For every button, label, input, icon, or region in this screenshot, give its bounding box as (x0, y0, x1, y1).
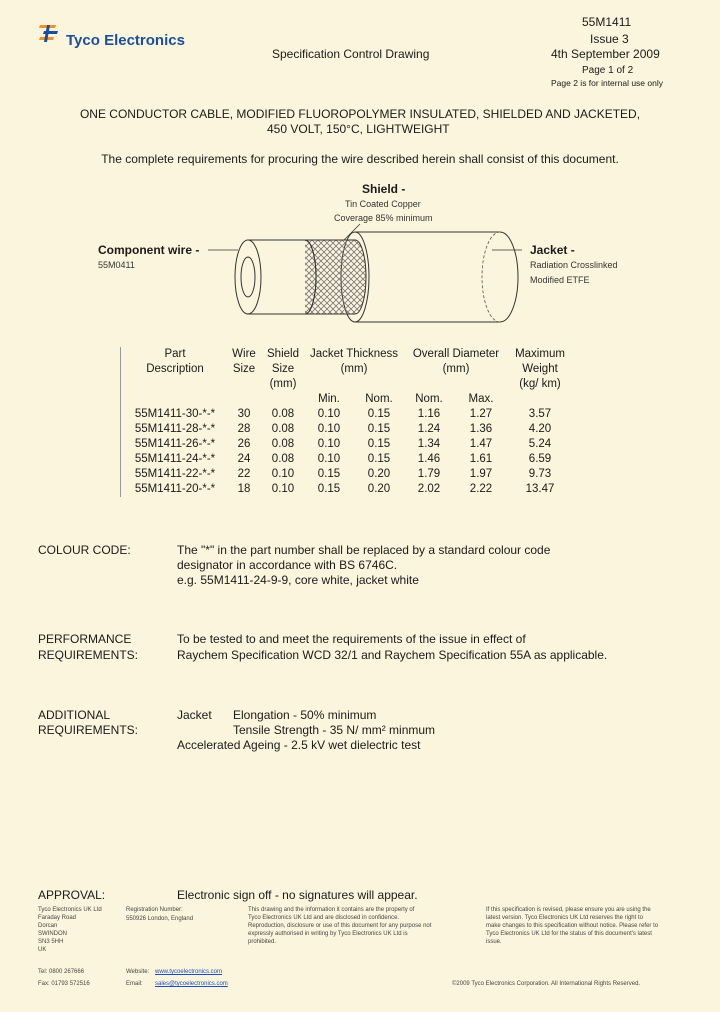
table-cell: 0.15 (367, 423, 391, 435)
additional-label1: ADDITIONAL (38, 708, 111, 722)
doc-title-line2: 450 VOLT, 150°C, LIGHTWEIGHT (267, 122, 450, 136)
table-cell: 1.46 (417, 453, 441, 465)
table-cell: 6.59 (528, 453, 552, 465)
performance-label2: REQUIREMENTS: (38, 648, 139, 662)
footer-reg2: 550926 London, England (126, 916, 194, 922)
col-nom: Nom. (365, 393, 393, 405)
col-min: Min. (318, 393, 340, 405)
table-row (124, 452, 572, 467)
page-number: Page 1 of 2 (582, 65, 634, 76)
performance-label1: PERFORMANCE (38, 632, 132, 646)
table-cell: 4.20 (528, 423, 552, 435)
company-name: Tyco Electronics (66, 32, 185, 49)
table-cell: 0.10 (271, 468, 295, 480)
table-cell: 26 (237, 438, 251, 450)
footer-tel: Tel: 0800 267666 (38, 969, 85, 975)
col-part-header2: Description (146, 363, 204, 375)
table-cell: 0.15 (317, 483, 341, 495)
performance-line2: Raychem Specification WCD 32/1 and Raychem Specification 55A as applicable. (177, 648, 608, 662)
additional-jacket: Jacket (177, 708, 212, 722)
col-wire-header2: Size (232, 363, 256, 375)
footer-email-label: Email: (126, 981, 143, 987)
table-cell: 28 (237, 423, 251, 435)
table-cell: 0.15 (367, 438, 391, 450)
footer-revision-note: If this specification is revised, please ensure you are using the latest version. Tyco Electronics UK Ltd reserves the right to make changes to this specification without notice. Please refer to Tyco Electronics UK Ltd for the status of this document's latest issue. (486, 907, 659, 945)
col-shield-header3: (mm) (269, 378, 297, 390)
col-shield-header: Shield (267, 348, 299, 360)
table-cell: 0.08 (271, 408, 295, 420)
col-jacket-header: Jacket Thickness (310, 348, 398, 360)
table-cell: 9.73 (528, 468, 552, 480)
intro-text: The complete requirements for procuring the wire described herein shall consist of this document. (101, 152, 619, 166)
doc-number: 55M1411 (582, 15, 632, 29)
table-cell: 1.36 (469, 423, 493, 435)
col-weight-header3: (kg/ km) (519, 378, 561, 390)
col-weight-header: Maximum (515, 348, 565, 360)
footer-email-link[interactable]: sales@tycoelectronics.com (155, 981, 228, 987)
doc-title-line1: ONE CONDUCTOR CABLE, MODIFIED FLUOROPOLYMER INSULATED, SHIELDED AND JACKETED, (79, 107, 641, 121)
table-cell: 0.10 (317, 408, 341, 420)
table-cell: 0.15 (317, 468, 341, 480)
colour-code-line3: e.g. 55M1411-24-9-9, core white, jacket white (177, 573, 419, 587)
jacket-label: Jacket - (530, 243, 575, 257)
col-max: Max. (468, 393, 494, 405)
footer-reg1: Registration Number: (126, 907, 183, 913)
footer-copyright: ©2009 Tyco Electronics Corporation. All International Rights Reserved. (452, 981, 641, 987)
colour-code-line1: The "*" in the part number shall be replaced by a standard colour code (177, 543, 551, 557)
table-row (124, 422, 572, 437)
shield-desc2: Coverage 85% minimum (334, 213, 433, 223)
footer-website-link[interactable]: www.tycoelectronics.com (155, 969, 223, 975)
footer-website-label: Website: (126, 969, 150, 975)
table-cell: 0.15 (367, 453, 391, 465)
table-cell: 2.02 (417, 483, 441, 495)
col-part-header: Part (164, 348, 186, 360)
table-cell: 1.47 (469, 438, 493, 450)
table-header-row2 (124, 362, 572, 377)
cable-diagram (0, 180, 720, 330)
table-cell: 55M1411-22-*-* (134, 468, 216, 480)
table-cell: 0.10 (317, 453, 341, 465)
colour-code-label: COLOUR CODE: (38, 543, 131, 557)
doc-type: Specification Control Drawing (272, 47, 430, 61)
table-header-row3 (124, 377, 572, 392)
table-cell: 1.24 (417, 423, 441, 435)
table-cell: 0.15 (367, 408, 391, 420)
table-cell: 1.79 (417, 468, 441, 480)
shield-label: Shield - (362, 182, 406, 196)
table-row (124, 482, 572, 497)
table-cell: 1.34 (417, 438, 441, 450)
table-cell: 1.16 (417, 408, 441, 420)
additional-ageing: Accelerated Ageing - 2.5 kV wet dielectric test (177, 738, 421, 752)
table-cell: 0.08 (271, 423, 295, 435)
jacket-desc2: Modified ETFE (530, 275, 590, 285)
issue-date: 4th September 2009 (551, 47, 660, 61)
table-row (124, 407, 572, 422)
footer-fax: Fax: 01793 572516 (38, 981, 90, 987)
performance-line1: To be tested to and meet the requirements of the issue in effect of (177, 632, 526, 646)
table-cell: 30 (237, 408, 251, 420)
table-cell: 55M1411-26-*-* (134, 438, 216, 450)
approval-label: APPROVAL: (38, 888, 106, 902)
table-cell: 0.20 (367, 483, 391, 495)
table-cell: 55M1411-28-*-* (134, 423, 216, 435)
col-shield-header2: Size (271, 363, 295, 375)
table-cell: 0.10 (317, 438, 341, 450)
table-cell: 55M1411-30-*-* (134, 408, 216, 420)
col-overall-header2: (mm) (442, 363, 470, 375)
shield-desc1: Tin Coated Copper (345, 199, 421, 209)
table-cell: 0.08 (271, 453, 295, 465)
approval-text: Electronic sign off - no signatures will appear. (177, 888, 418, 902)
table-cell: 5.24 (528, 438, 552, 450)
table-cell: 18 (237, 483, 251, 495)
table-divider (120, 347, 121, 497)
table-cell: 55M1411-24-*-* (134, 453, 216, 465)
colour-code-line2: designator in accordance with BS 6746C. (177, 558, 398, 572)
issue: Issue 3 (590, 32, 629, 46)
component-label: Component wire - (98, 243, 200, 257)
table-cell: 2.22 (469, 483, 493, 495)
spec-table (124, 347, 572, 497)
col-weight-header2: Weight (522, 363, 558, 375)
additional-tensile: Tensile Strength - 35 N/ mm² minmum (233, 723, 436, 737)
table-row (124, 437, 572, 452)
table-cell: 0.10 (317, 423, 341, 435)
jacket-desc1: Radiation Crosslinked (530, 260, 618, 270)
table-cell: 0.10 (271, 483, 295, 495)
additional-elongation: Elongation - 50% minimum (233, 708, 377, 722)
col-nom2: Nom. (415, 393, 443, 405)
table-header-row (124, 347, 572, 362)
table-cell: 24 (237, 453, 251, 465)
table-cell: 1.61 (469, 453, 493, 465)
table-cell: 22 (237, 468, 251, 480)
additional-label2: REQUIREMENTS: (38, 723, 139, 737)
component-desc: 55M0411 (98, 260, 135, 270)
table-cell: 55M1411-20-*-* (134, 483, 216, 495)
table-cell: 1.97 (469, 468, 493, 480)
table-cell: 13.47 (525, 483, 555, 495)
tyco-logo-icon (38, 22, 60, 44)
table-subheader-row (124, 392, 572, 407)
footer-address: Tyco Electronics UK Ltd Faraday Road Dorcan SWINDON SN3 5HH UK (38, 907, 102, 953)
col-jacket-header2: (mm) (340, 363, 368, 375)
table-row (124, 467, 572, 482)
table-cell: 1.27 (469, 408, 493, 420)
page-note: Page 2 is for internal use only (551, 78, 663, 88)
col-wire-header: Wire (232, 348, 256, 360)
table-cell: 3.57 (528, 408, 552, 420)
col-overall-header: Overall Diameter (412, 348, 500, 360)
table-cell: 0.08 (271, 438, 295, 450)
footer-confidential: This drawing and the information it contains are the property of Tyco Electronics UK Ltd and are disclosed in confidence. Reproduction, disclosure or use of this document for any purpose not expressly authorised in writing by Tyco Electronics UK Ltd is prohibited. (248, 907, 432, 945)
table-cell: 0.20 (367, 468, 391, 480)
